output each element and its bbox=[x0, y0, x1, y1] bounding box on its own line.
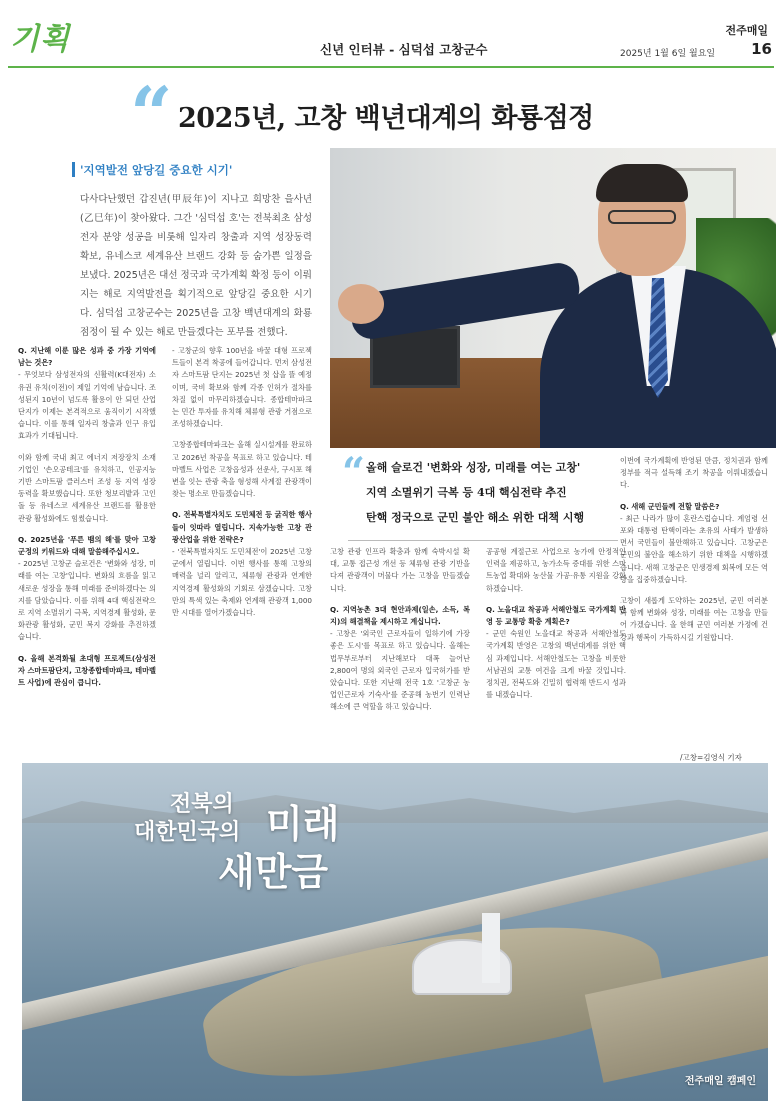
campaign-title-line: 새만금 bbox=[218, 849, 329, 894]
page-number: 16 bbox=[751, 40, 772, 58]
byline: /고창=김영식 기자 bbox=[680, 753, 742, 762]
pull-quote bbox=[338, 449, 608, 530]
saemangeum-aerial-photo bbox=[22, 763, 768, 1101]
quote-mark-icon: “ bbox=[130, 72, 173, 158]
answer: 이번에 국가계획에 반영된 만큼, 정치권과 함께 정부를 적극 설득해 조기 착공을 이뤄내겠습니다. bbox=[620, 456, 768, 490]
answer: 공공형 계절근로 사업으로 농가에 안정적인 인력을 제공하고, 농가소득 증대를 위한 스마트농업 확대와 농산물 가공·유통 지원을 강화하겠습니다. bbox=[486, 547, 626, 593]
article-column-3 bbox=[330, 546, 470, 723]
pull-quote-line: 지역 소멸위기 극복 등 4대 핵심전략 추진 bbox=[366, 486, 567, 499]
answer: - 고창군의 향후 100년을 바꿀 대형 프로젝트들이 본격 착공에 들어갑니다. 먼저 삼성전자 스마트팜 단지는 2025년 첫 삽을 뜰 예정이며, 국비 확보와 함께 각종 인허가 절차를 차질 없이 마무리하겠습니다. 종합테마파크는 민간 투자를 유치해 체류형 관광 거점으로 조성하겠습니다. bbox=[172, 346, 312, 429]
campaign-title-line: 전북의 bbox=[170, 791, 234, 817]
issue-date: 2025년 1월 6일 월요일 bbox=[620, 49, 716, 59]
campaign-title-line: 미래 bbox=[266, 801, 340, 846]
article-column-2 bbox=[172, 345, 312, 628]
answer: 이와 함께 국내 최고 에너지 저장장치 소재기업인 '손오공테크'를 유치하고, 인공지능 기반 스마트팜 클러스터 조성 등 지역 성장동력을 확보했습니다. 또한 청보리밭과 고인돌 등 유네스코 세계유산 브랜드를 활용한 관광 활성화에도 힘썼습니다. bbox=[18, 452, 156, 523]
pull-quote-line: 올해 슬로건 '변화와 성장, 미래를 여는 고창' bbox=[366, 461, 581, 474]
answer: 고창이 새롭게 도약하는 2025년, 군민 여러분과 함께 변화와 성장, 미래를 여는 고창을 만들어 가겠습니다. 올 한해 군민 여러분 가정에 건강과 행복이 가득하시길 기원합니다. bbox=[620, 596, 768, 642]
section-tag: 기획 bbox=[10, 22, 70, 57]
question: Q. 새해 군민들께 전할 말씀은? bbox=[620, 501, 720, 511]
question: Q. 2025년을 '푸른 뱀의 해'를 맞아 고창 군정의 키워드와 대해 말씀해주십시오. bbox=[18, 534, 156, 557]
question: Q. 올해 본격화될 초대형 프로젝트(삼성전자 스마트팜단지, 고창종합테마파크, 테마벨트 사업)에 관심이 큽니다. bbox=[18, 653, 156, 688]
answer: 고창 관광 인프라 확충과 함께 숙박시설 확대, 교통 접근성 개선 등 체류형 관광 기반을 다져 관광객이 머물다 가는 고창을 만들겠습니다. bbox=[330, 547, 470, 593]
question: Q. 지역농촌 3대 현안과제(일손, 소득, 복지)의 해결책을 제시하고 계십니다. bbox=[330, 604, 470, 627]
campaign-title-line: 대한민국의 bbox=[134, 819, 241, 845]
pull-quote-line: 탄핵 정국으로 군민 불안 해소 위한 대책 시행 bbox=[366, 511, 585, 524]
answer: 고창종합테마파크는 올해 실시설계를 완료하고 2026년 착공을 목표로 하고 있습니다. 테마벨트 사업은 고창읍성과 선운사, 구시포 해변을 잇는 관광 축을 형성해 사계절 관광객이 찾는 명소로 만들겠습니다. bbox=[172, 440, 312, 499]
answer: - 군민 숙원인 노을대교 착공과 서해안철도 국가계획 반영은 고창의 백년대계를 위한 핵심 과제입니다. 서해안철도는 고창을 비롯한 서남권의 교통 여건을 크게 바꿀 것입니다. 정치권, 전북도와 긴밀히 협력해 반드시 성과를 내겠습니다. bbox=[486, 629, 626, 700]
campaign-label: 전주매일 캠페인 bbox=[684, 1076, 756, 1087]
answer: - 2025년 고창군 슬로건은 '변화와 성장, 미래를 여는 고창'입니다. 변화의 흐름을 읽고 새로운 성장을 통해 미래를 준비하겠다는 의지를 담았습니다. 이를 위해 4대 핵심전략으로 지역 소멸위기 극복, 지역경제 활성화, 문화관광 활성화, 군민 복지 강화를 추진하겠습니다. bbox=[18, 559, 156, 642]
answer: - 고창은 '외국인 근로자들이 일하기에 가장 좋은 도시'를 목표로 하고 있습니다. 올해는 법무부로부터 지난해보다 대폭 늘어난 2,800여 명의 외국인 근로자 입국허가를 받았습니다. 또한 지난해 전국 1호 '고창군 농업인근로자 기숙사'를 준공해 농번기 인력난 해소에 큰 역할을 하고 있습니다. bbox=[330, 629, 470, 712]
answer: - '전북특별자치도 도민체전'이 2025년 고창군에서 열립니다. 이번 행사를 통해 고창의 매력을 널리 알리고, 체류형 관광과 연계한 지역경제 활성화의 기회로 삼겠습니다. 고창만의 특색 있는 축제와 연계해 관광객 1,000만 시대를 열어가겠습니다. bbox=[172, 547, 312, 618]
question: Q. 지난해 이룬 많은 성과 중 가장 기억에 남는 것은? bbox=[18, 346, 156, 368]
question: Q. 전북특별자치도 도민체전 등 굵직한 행사들이 잇따라 열립니다. 지속가능한 고창 관광산업을 위한 전략은? bbox=[172, 510, 312, 544]
header-title: 신년 인터뷰 - 심덕섭 고창군수 bbox=[320, 42, 488, 57]
pull-quote-divider bbox=[348, 540, 618, 541]
headline: 2025년, 고창 백년대계의 화룡점정 bbox=[178, 103, 594, 134]
article-column-5 bbox=[620, 455, 768, 653]
article-column-4 bbox=[486, 546, 626, 710]
quote-mark-icon: “ bbox=[342, 449, 366, 496]
answer: - 최근 나라가 많이 혼란스럽습니다. 계엄령 선포와 대통령 탄핵이라는 초유의 사태가 발생하면서 국민들이 불안해하고 있습니다. 고창군은 군민의 불안을 해소하기 위한 대책을 시행하겠습니다. 새해 고창군은 민생경제 회복에 모든 역량을 집중하겠습니다. bbox=[620, 513, 768, 584]
header-divider bbox=[8, 66, 774, 68]
article-column-1 bbox=[18, 345, 156, 698]
answer: - 무엇보다 삼성전자의 신활력(K대전자) 소유권 유치(이전)이 제일 기억에 남습니다. 조성된지 10년이 넘도록 활용이 안 되던 산업단지가 이제는 본격적으로 움직이기 시작했습니다. 이를 통해 일자리 창출과 인구 유입 효과가 기대됩니다. bbox=[18, 370, 156, 441]
question: Q. 노을대교 착공과 서해안철도 국가계획 반영 등 교통망 확충 계획은? bbox=[486, 604, 626, 627]
interview-photo bbox=[330, 148, 776, 448]
paper-name: 전주매일 bbox=[725, 24, 768, 37]
intro-body: 다사다난했던 갑진년(甲辰年)이 지나고 희망찬 을사년(乙巳年)이 찾아왔다. 그간 '심덕섭 호'는 전북최초 삼성전자 분양 성공을 비롯해 일자리 창출과 지역 성장동력 확보, 유네스코 세계유산 브랜드 강화 등 숨가쁜 일정을 보냈다. 2025년은 대선 정국과 국가계획 확정 등이 이뤄지는 해로 지역발전을 획기적으로 앞당길 중요한 시기다. 심덕섭 고창군수는 2025년을 고창 백년대계의 화룡점정이 될 수 있는 해로 만들겠다는 포부를 전했다. bbox=[80, 194, 312, 338]
intro-subtitle: '지역발전 앞당길 중요한 시기' bbox=[80, 163, 233, 177]
